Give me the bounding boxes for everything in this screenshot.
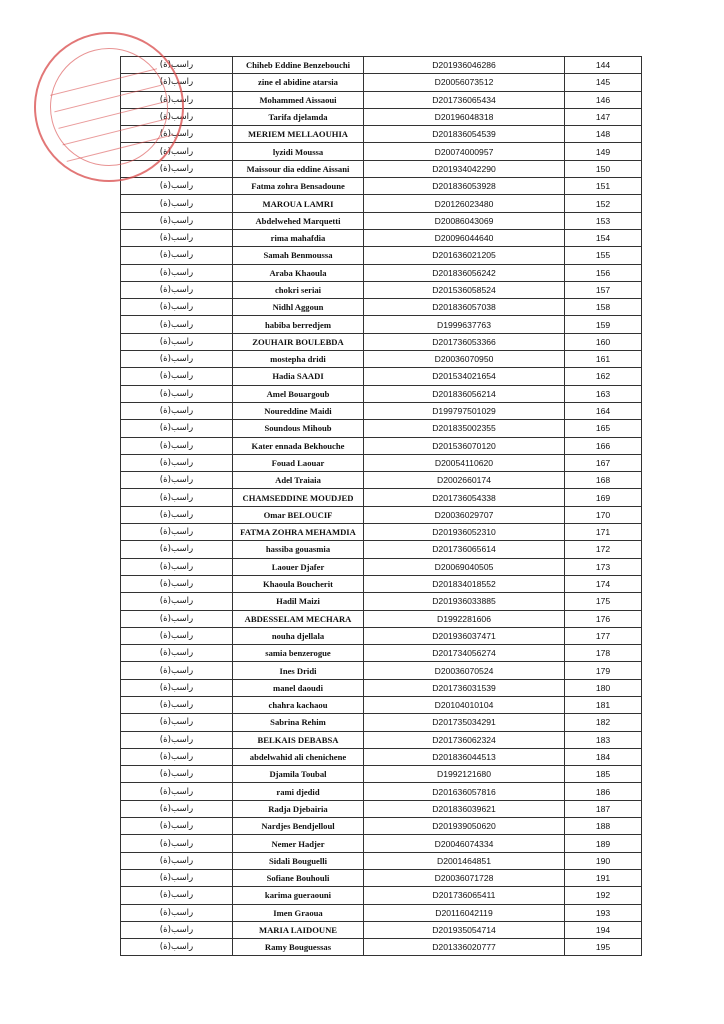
name-cell: nouha djellala bbox=[233, 627, 364, 644]
table-row bbox=[121, 679, 642, 696]
status-cell: راسب(ة) bbox=[121, 904, 233, 921]
name-cell: Radja Djebairia bbox=[233, 800, 364, 817]
row-number-cell: 174 bbox=[565, 575, 642, 592]
table-row bbox=[121, 731, 642, 748]
registration-id-cell: D1992121680 bbox=[364, 766, 565, 783]
row-number-cell: 178 bbox=[565, 645, 642, 662]
table-row bbox=[121, 593, 642, 610]
status-cell: راسب(ة) bbox=[121, 835, 233, 852]
table-row bbox=[121, 818, 642, 835]
status-cell: راسب(ة) bbox=[121, 472, 233, 489]
table-row bbox=[121, 143, 642, 160]
row-number-cell: 183 bbox=[565, 731, 642, 748]
status-cell: راسب(ة) bbox=[121, 783, 233, 800]
row-number-cell: 181 bbox=[565, 696, 642, 713]
registration-id-cell: D20074000957 bbox=[364, 143, 565, 160]
registration-id-cell: D20069040505 bbox=[364, 558, 565, 575]
row-number-cell: 144 bbox=[565, 57, 642, 74]
name-cell: Tarifa djelamda bbox=[233, 108, 364, 125]
registration-id-cell: D201536058524 bbox=[364, 281, 565, 298]
name-cell: Maissour dia eddine Aissani bbox=[233, 160, 364, 177]
table-row bbox=[121, 178, 642, 195]
status-cell: راسب(ة) bbox=[121, 939, 233, 956]
registration-id-cell: D201736054338 bbox=[364, 489, 565, 506]
row-number-cell: 195 bbox=[565, 939, 642, 956]
table-row bbox=[121, 869, 642, 886]
table-row bbox=[121, 385, 642, 402]
row-number-cell: 165 bbox=[565, 420, 642, 437]
status-cell: راسب(ة) bbox=[121, 887, 233, 904]
status-cell: راسب(ة) bbox=[121, 869, 233, 886]
table-row bbox=[121, 748, 642, 765]
name-cell: lyzidi Moussa bbox=[233, 143, 364, 160]
row-number-cell: 190 bbox=[565, 852, 642, 869]
name-cell: Hadil Maizi bbox=[233, 593, 364, 610]
registration-id-cell: D201736065411 bbox=[364, 887, 565, 904]
name-cell: CHAMSEDDINE MOUDJED bbox=[233, 489, 364, 506]
status-cell: راسب(ة) bbox=[121, 299, 233, 316]
name-cell: Soundous Mihoub bbox=[233, 420, 364, 437]
name-cell: manel daoudi bbox=[233, 679, 364, 696]
table-row bbox=[121, 662, 642, 679]
name-cell: chahra kachaou bbox=[233, 696, 364, 713]
status-cell: راسب(ة) bbox=[121, 558, 233, 575]
registration-id-cell: D201836057038 bbox=[364, 299, 565, 316]
name-cell: Mohammed Aissaoui bbox=[233, 91, 364, 108]
status-cell: راسب(ة) bbox=[121, 645, 233, 662]
registration-id-cell: D201734056274 bbox=[364, 645, 565, 662]
status-cell: راسب(ة) bbox=[121, 160, 233, 177]
status-cell: راسب(ة) bbox=[121, 818, 233, 835]
row-number-cell: 158 bbox=[565, 299, 642, 316]
table-row bbox=[121, 921, 642, 938]
table-row bbox=[121, 627, 642, 644]
table-row bbox=[121, 783, 642, 800]
registration-id-cell: D1992281606 bbox=[364, 610, 565, 627]
registration-id-cell: D201935054714 bbox=[364, 921, 565, 938]
row-number-cell: 170 bbox=[565, 506, 642, 523]
row-number-cell: 166 bbox=[565, 437, 642, 454]
name-cell: BELKAIS DEBABSA bbox=[233, 731, 364, 748]
name-cell: Hadia SAADI bbox=[233, 368, 364, 385]
name-cell: samia benzerogue bbox=[233, 645, 364, 662]
table-row bbox=[121, 57, 642, 74]
table-row bbox=[121, 437, 642, 454]
status-cell: راسب(ة) bbox=[121, 316, 233, 333]
status-cell: راسب(ة) bbox=[121, 281, 233, 298]
status-cell: راسب(ة) bbox=[121, 126, 233, 143]
name-cell: Djamila Toubal bbox=[233, 766, 364, 783]
registration-id-cell: D20104010104 bbox=[364, 696, 565, 713]
row-number-cell: 172 bbox=[565, 541, 642, 558]
table-row bbox=[121, 195, 642, 212]
row-number-cell: 153 bbox=[565, 212, 642, 229]
status-cell: راسب(ة) bbox=[121, 696, 233, 713]
row-number-cell: 160 bbox=[565, 333, 642, 350]
status-cell: راسب(ة) bbox=[121, 541, 233, 558]
name-cell: MARIA LAIDOUNE bbox=[233, 921, 364, 938]
table-row bbox=[121, 558, 642, 575]
registration-id-cell: D20036070524 bbox=[364, 662, 565, 679]
registration-id-cell: D1999637763 bbox=[364, 316, 565, 333]
status-cell: راسب(ة) bbox=[121, 212, 233, 229]
status-cell: راسب(ة) bbox=[121, 247, 233, 264]
registration-id-cell: D2001464851 bbox=[364, 852, 565, 869]
status-cell: راسب(ة) bbox=[121, 91, 233, 108]
registration-id-cell: D201836039621 bbox=[364, 800, 565, 817]
name-cell: Chiheb Eddine Benzebouchi bbox=[233, 57, 364, 74]
registration-id-cell: D201835002355 bbox=[364, 420, 565, 437]
name-cell: Kater ennada Bekhouche bbox=[233, 437, 364, 454]
registration-id-cell: D201836044513 bbox=[364, 748, 565, 765]
results-table-body bbox=[121, 57, 642, 956]
table-row bbox=[121, 887, 642, 904]
table-row bbox=[121, 766, 642, 783]
row-number-cell: 182 bbox=[565, 714, 642, 731]
status-cell: راسب(ة) bbox=[121, 264, 233, 281]
registration-id-cell: D201736062324 bbox=[364, 731, 565, 748]
name-cell: Omar BELOUCIF bbox=[233, 506, 364, 523]
table-row bbox=[121, 610, 642, 627]
table-row bbox=[121, 108, 642, 125]
registration-id-cell: D199797501029 bbox=[364, 402, 565, 419]
registration-id-cell: D201936037471 bbox=[364, 627, 565, 644]
status-cell: راسب(ة) bbox=[121, 852, 233, 869]
row-number-cell: 192 bbox=[565, 887, 642, 904]
status-cell: راسب(ة) bbox=[121, 402, 233, 419]
row-number-cell: 156 bbox=[565, 264, 642, 281]
name-cell: Amel Bouargoub bbox=[233, 385, 364, 402]
row-number-cell: 162 bbox=[565, 368, 642, 385]
row-number-cell: 168 bbox=[565, 472, 642, 489]
status-cell: راسب(ة) bbox=[121, 385, 233, 402]
registration-id-cell: D201534021654 bbox=[364, 368, 565, 385]
registration-id-cell: D201934042290 bbox=[364, 160, 565, 177]
row-number-cell: 169 bbox=[565, 489, 642, 506]
table-row bbox=[121, 126, 642, 143]
name-cell: Nidhl Aggoun bbox=[233, 299, 364, 316]
status-cell: راسب(ة) bbox=[121, 420, 233, 437]
table-row bbox=[121, 316, 642, 333]
status-cell: راسب(ة) bbox=[121, 921, 233, 938]
table-row bbox=[121, 696, 642, 713]
registration-id-cell: D201736065614 bbox=[364, 541, 565, 558]
table-row bbox=[121, 74, 642, 91]
row-number-cell: 171 bbox=[565, 524, 642, 541]
row-number-cell: 193 bbox=[565, 904, 642, 921]
registration-id-cell: D20196048318 bbox=[364, 108, 565, 125]
results-table bbox=[120, 56, 642, 956]
registration-id-cell: D20036070950 bbox=[364, 351, 565, 368]
registration-id-cell: D20054110620 bbox=[364, 454, 565, 471]
status-cell: راسب(ة) bbox=[121, 800, 233, 817]
table-row bbox=[121, 541, 642, 558]
registration-id-cell: D201836054539 bbox=[364, 126, 565, 143]
table-row bbox=[121, 333, 642, 350]
registration-id-cell: D20036029707 bbox=[364, 506, 565, 523]
status-cell: راسب(ة) bbox=[121, 351, 233, 368]
row-number-cell: 152 bbox=[565, 195, 642, 212]
row-number-cell: 186 bbox=[565, 783, 642, 800]
status-cell: راسب(ة) bbox=[121, 108, 233, 125]
row-number-cell: 154 bbox=[565, 229, 642, 246]
table-row bbox=[121, 402, 642, 419]
table-row bbox=[121, 506, 642, 523]
table-row bbox=[121, 264, 642, 281]
name-cell: FATMA ZOHRA MEHAMDIA bbox=[233, 524, 364, 541]
status-cell: راسب(ة) bbox=[121, 575, 233, 592]
status-cell: راسب(ة) bbox=[121, 610, 233, 627]
row-number-cell: 187 bbox=[565, 800, 642, 817]
row-number-cell: 176 bbox=[565, 610, 642, 627]
registration-id-cell: D20096044640 bbox=[364, 229, 565, 246]
name-cell: rima mahafdia bbox=[233, 229, 364, 246]
registration-id-cell: D20036071728 bbox=[364, 869, 565, 886]
name-cell: Samah Benmoussa bbox=[233, 247, 364, 264]
name-cell: Sabrina Rehim bbox=[233, 714, 364, 731]
row-number-cell: 145 bbox=[565, 74, 642, 91]
row-number-cell: 185 bbox=[565, 766, 642, 783]
status-cell: راسب(ة) bbox=[121, 593, 233, 610]
name-cell: rami djedid bbox=[233, 783, 364, 800]
name-cell: Fatma zohra Bensadoune bbox=[233, 178, 364, 195]
status-cell: راسب(ة) bbox=[121, 679, 233, 696]
status-cell: راسب(ة) bbox=[121, 766, 233, 783]
registration-id-cell: D201736031539 bbox=[364, 679, 565, 696]
table-row bbox=[121, 489, 642, 506]
name-cell: Adel Traiaia bbox=[233, 472, 364, 489]
row-number-cell: 161 bbox=[565, 351, 642, 368]
name-cell: chokri seriai bbox=[233, 281, 364, 298]
name-cell: Sofiane Bouhouli bbox=[233, 869, 364, 886]
status-cell: راسب(ة) bbox=[121, 748, 233, 765]
row-number-cell: 159 bbox=[565, 316, 642, 333]
status-cell: راسب(ة) bbox=[121, 506, 233, 523]
row-number-cell: 149 bbox=[565, 143, 642, 160]
row-number-cell: 179 bbox=[565, 662, 642, 679]
registration-id-cell: D201536070120 bbox=[364, 437, 565, 454]
table-row bbox=[121, 91, 642, 108]
status-cell: راسب(ة) bbox=[121, 57, 233, 74]
table-row bbox=[121, 835, 642, 852]
status-cell: راسب(ة) bbox=[121, 662, 233, 679]
status-cell: راسب(ة) bbox=[121, 195, 233, 212]
row-number-cell: 191 bbox=[565, 869, 642, 886]
name-cell: hassiba gouasmia bbox=[233, 541, 364, 558]
name-cell: Nemer Hadjer bbox=[233, 835, 364, 852]
name-cell: Abdelwehed Marquetti bbox=[233, 212, 364, 229]
row-number-cell: 167 bbox=[565, 454, 642, 471]
status-cell: راسب(ة) bbox=[121, 333, 233, 350]
registration-id-cell: D20086043069 bbox=[364, 212, 565, 229]
registration-id-cell: D201836053928 bbox=[364, 178, 565, 195]
registration-id-cell: D201336020777 bbox=[364, 939, 565, 956]
status-cell: راسب(ة) bbox=[121, 178, 233, 195]
name-cell: Khaoula Boucherit bbox=[233, 575, 364, 592]
row-number-cell: 180 bbox=[565, 679, 642, 696]
row-number-cell: 173 bbox=[565, 558, 642, 575]
name-cell: mostepha dridi bbox=[233, 351, 364, 368]
table-row bbox=[121, 299, 642, 316]
row-number-cell: 189 bbox=[565, 835, 642, 852]
name-cell: Araba Khaoula bbox=[233, 264, 364, 281]
registration-id-cell: D201939050620 bbox=[364, 818, 565, 835]
table-row bbox=[121, 524, 642, 541]
name-cell: Fouad Laouar bbox=[233, 454, 364, 471]
status-cell: راسب(ة) bbox=[121, 74, 233, 91]
name-cell: Sidali Bouguelli bbox=[233, 852, 364, 869]
status-cell: راسب(ة) bbox=[121, 368, 233, 385]
table-row bbox=[121, 472, 642, 489]
name-cell: Ramy Bouguessas bbox=[233, 939, 364, 956]
table-row bbox=[121, 229, 642, 246]
table-row bbox=[121, 939, 642, 956]
table-row bbox=[121, 800, 642, 817]
name-cell: Noureddine Maidi bbox=[233, 402, 364, 419]
name-cell: zine el abidine atarsia bbox=[233, 74, 364, 91]
registration-id-cell: D201736065434 bbox=[364, 91, 565, 108]
status-cell: راسب(ة) bbox=[121, 714, 233, 731]
row-number-cell: 151 bbox=[565, 178, 642, 195]
registration-id-cell: D201836056214 bbox=[364, 385, 565, 402]
status-cell: راسب(ة) bbox=[121, 489, 233, 506]
row-number-cell: 164 bbox=[565, 402, 642, 419]
status-cell: راسب(ة) bbox=[121, 143, 233, 160]
row-number-cell: 188 bbox=[565, 818, 642, 835]
name-cell: Imen Graoua bbox=[233, 904, 364, 921]
registration-id-cell: D20046074334 bbox=[364, 835, 565, 852]
row-number-cell: 147 bbox=[565, 108, 642, 125]
table-row bbox=[121, 212, 642, 229]
row-number-cell: 150 bbox=[565, 160, 642, 177]
table-row bbox=[121, 281, 642, 298]
name-cell: ABDESSELAM MECHARA bbox=[233, 610, 364, 627]
row-number-cell: 194 bbox=[565, 921, 642, 938]
name-cell: Nardjes Bendjelloul bbox=[233, 818, 364, 835]
registration-id-cell: D20116042119 bbox=[364, 904, 565, 921]
registration-id-cell: D201836056242 bbox=[364, 264, 565, 281]
status-cell: راسب(ة) bbox=[121, 229, 233, 246]
row-number-cell: 177 bbox=[565, 627, 642, 644]
table-row bbox=[121, 714, 642, 731]
registration-id-cell: D201636021205 bbox=[364, 247, 565, 264]
status-cell: راسب(ة) bbox=[121, 731, 233, 748]
table-row bbox=[121, 160, 642, 177]
row-number-cell: 184 bbox=[565, 748, 642, 765]
table-row bbox=[121, 904, 642, 921]
registration-id-cell: D201736053366 bbox=[364, 333, 565, 350]
status-cell: راسب(ة) bbox=[121, 437, 233, 454]
table-row bbox=[121, 575, 642, 592]
status-cell: راسب(ة) bbox=[121, 524, 233, 541]
registration-id-cell: D20126023480 bbox=[364, 195, 565, 212]
name-cell: habiba berredjem bbox=[233, 316, 364, 333]
name-cell: ZOUHAIR BOULEBDA bbox=[233, 333, 364, 350]
name-cell: MAROUA LAMRI bbox=[233, 195, 364, 212]
table-row bbox=[121, 852, 642, 869]
row-number-cell: 148 bbox=[565, 126, 642, 143]
row-number-cell: 146 bbox=[565, 91, 642, 108]
name-cell: Laouer Djafer bbox=[233, 558, 364, 575]
registration-id-cell: D201636057816 bbox=[364, 783, 565, 800]
table-row bbox=[121, 368, 642, 385]
table-row bbox=[121, 454, 642, 471]
registration-id-cell: D20056073512 bbox=[364, 74, 565, 91]
registration-id-cell: D201936033885 bbox=[364, 593, 565, 610]
table-row bbox=[121, 247, 642, 264]
row-number-cell: 155 bbox=[565, 247, 642, 264]
registration-id-cell: D201834018552 bbox=[364, 575, 565, 592]
row-number-cell: 157 bbox=[565, 281, 642, 298]
table-row bbox=[121, 645, 642, 662]
table-row bbox=[121, 351, 642, 368]
registration-id-cell: D201735034291 bbox=[364, 714, 565, 731]
table-row bbox=[121, 420, 642, 437]
status-cell: راسب(ة) bbox=[121, 627, 233, 644]
registration-id-cell: D201936052310 bbox=[364, 524, 565, 541]
registration-id-cell: D2002660174 bbox=[364, 472, 565, 489]
name-cell: Ines Dridi bbox=[233, 662, 364, 679]
registration-id-cell: D201936046286 bbox=[364, 57, 565, 74]
status-cell: راسب(ة) bbox=[121, 454, 233, 471]
name-cell: abdelwahid ali chenichene bbox=[233, 748, 364, 765]
row-number-cell: 163 bbox=[565, 385, 642, 402]
name-cell: karima gueraouni bbox=[233, 887, 364, 904]
name-cell: MERIEM MELLAOUHIA bbox=[233, 126, 364, 143]
row-number-cell: 175 bbox=[565, 593, 642, 610]
